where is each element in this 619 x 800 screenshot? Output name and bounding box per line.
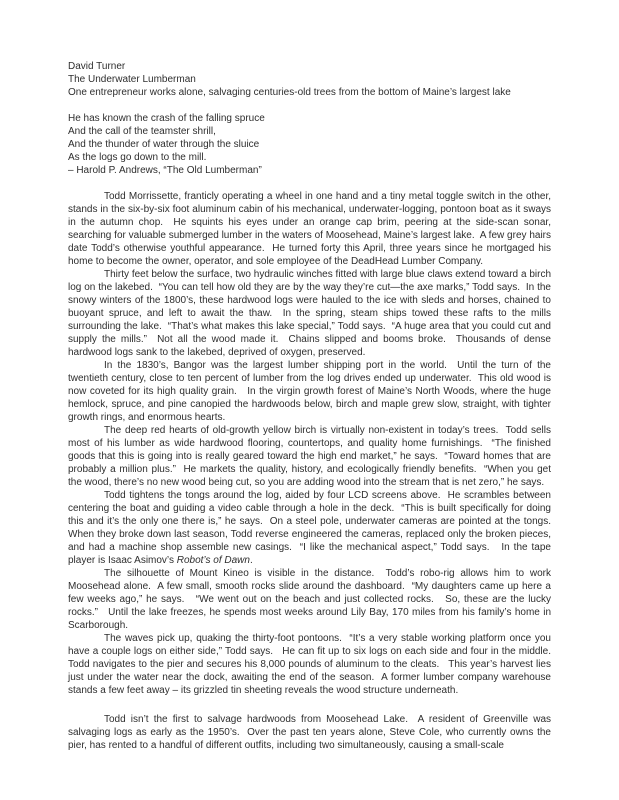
book-title: Robot’s of Dawn xyxy=(176,555,250,566)
body-paragraph xyxy=(68,489,557,567)
byline: David Turner xyxy=(68,61,126,72)
paragraph-text: . xyxy=(249,555,253,566)
body-paragraph: Todd isn’t the first to salvage hardwoods from Moosehead Lake. A resident of Greenville was salvaging logs as early as the 1950’s. Over the past ten years alone, Steve Cole, who currently owns the pier, has rented to a handful of different outfits, including two simultaneously, causing a small-scale xyxy=(68,714,554,751)
body-paragraph: Thirty feet below the surface, two hydraulic winches fitted with large blue claws extend toward a birch log on the lakebed. “You can tell how old they are by the way they’re cut—the axe marks,” Todd says. In the snowy winters of the 1800’s, these hardwood logs were hauled to the ice with sleds and horses, chained to buoyant spruce, and left to await the thaw. In the spring, steam ships towed these rafts to the mills surrounding the lake. “That’s what makes this lake special,” Todd says. “A huge area that you could cut and supply the mills.” Not all the wood made it. Chains slipped and booms broke. Thousands of dense hardwood logs sank to the lakebed, deprived of oxygen, preserved. xyxy=(68,269,554,358)
epigraph xyxy=(68,112,551,177)
body-paragraph: Todd Morrissette, franticly operating a wheel in one hand and a tiny metal toggle switch in the other, stands in the six-by-six foot aluminum cabin of his mechanical, underwater-logging, pontoon boat as it sways in the autumn chop. He squints his eyes under an orange cap brim, peering at the side-scan sonar, searching for valuable submerged lumber in the waters of Moosehead, Maine’s largest lake. A few grey hairs date Todd’s otherwise youthful appearance. He turned forty this April, three years since he mortgaged his home to become the owner, operator, and sole employee of the DeadHead Lumber Company. xyxy=(68,191,554,267)
epigraph-line: And the thunder of water through the sluice xyxy=(68,139,260,150)
body-paragraph: The silhouette of Mount Kineo is visible in the distance. Todd’s robo-rig allows him to work Moosehead alone. A few small, smooth rocks slide around the dashboard. “My daughters came up here a few weeks ago,” he says. “We went out on the beach and just collected rocks. So, these are the lucky rocks.” Until the lake freezes, he spends most weeks around Lily Bay, 170 miles from his family’s home in Scarborough. xyxy=(68,568,554,631)
body-paragraph: The deep red hearts of old-growth yellow birch is virtually non-existent in today’s trees. Todd sells most of his lumber as wide hardwood flooring, countertops, and quality home furnishings. “The finished goods that this is going into is really geared toward the high end market,” he says. “Toward homes that are probably a million plus.” He markets the quality, history, and ecologically friendly benefits. “When you get the wood, there’s no new wood being cut, so you are adding wood into the stream that is net zero,” he says. xyxy=(68,425,554,488)
body-paragraph: The waves pick up, quaking the thirty-foot pontoons. “It’s a very stable working platform once you have a couple logs on either side,” Todd says. He can fit up to six logs on each side and four in the middle. Todd navigates to the pier and secures his 8,000 pounds of aluminum to the cleats. This year’s harvest lies just under the water near the dock, awaiting the end of the season. A former lumber company warehouse stands a few feet away – its grizzled tin sheeting reveals the wood structure underneath. xyxy=(68,633,560,696)
body-paragraph: In the 1830’s, Bangor was the largest lumber shipping port in the world. Until the turn of the twentieth century, close to ten percent of lumber from the log drives ended up underwater. This old wood is now coveted for its high quality grain. In the virgin growth forest of Maine’s North Woods, where the huge hemlock, spruce, and pine canopied the hardwoods below, birch and maple grew slow, straight, with tighter growth rings, and enormous hearts. xyxy=(68,360,554,423)
article-subtitle: One entrepreneur works alone, salvaging centuries-old trees from the bottom of Maine’s largest lake xyxy=(68,87,511,98)
epigraph-line: As the logs go down to the mill. xyxy=(68,152,207,163)
epigraph-line: He has known the crash of the falling spruce xyxy=(68,113,265,124)
article-body xyxy=(68,190,560,752)
article-title: The Underwater Lumberman xyxy=(68,74,196,85)
epigraph-attribution: – Harold P. Andrews, “The Old Lumberman” xyxy=(68,165,262,176)
paragraph-text: Todd tightens the tongs around the log, aided by four LCD screens above. He scrambles between centering the boat and guiding a video cable through a hole in the deck. “This is built specifically for doing this and it’s the only one there is,” he says. On a steel pole, underwater cameras are pointed at the tongs. When they broke down last season, Todd reverse engineered the cameras, replaced only the broken pieces, and had a machine shop assemble new casings. “I like the mechanical aspect,” Todd says. In the tape player is Isaac Asimov’s xyxy=(68,490,557,566)
epigraph-line: And the call of the teamster shrill, xyxy=(68,126,216,137)
article-header xyxy=(68,60,551,99)
